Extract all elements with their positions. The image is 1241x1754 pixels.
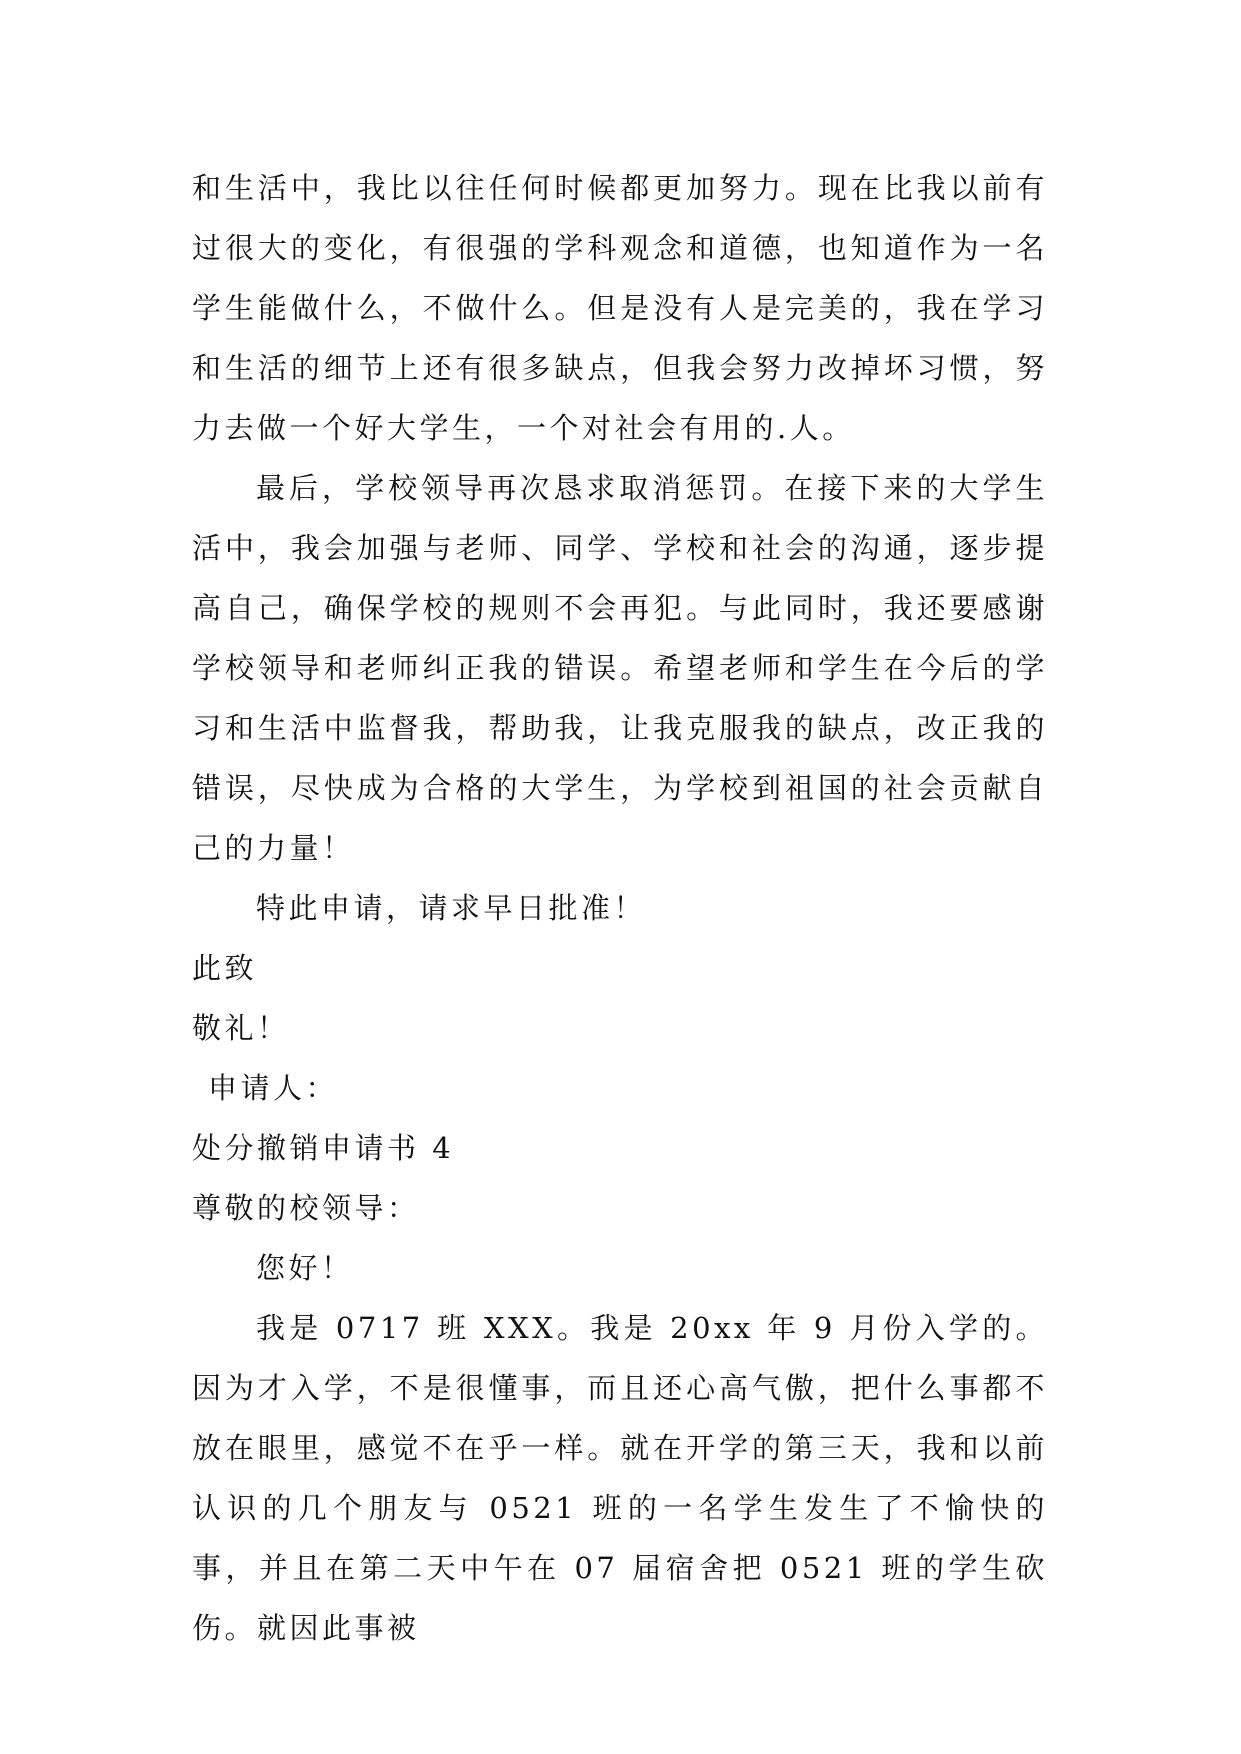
closing-salute: 敬礼！ xyxy=(192,1011,290,1045)
paragraph-improvement: 和生活中，我比以往任何时候都更加努力。现在比我以前有过很大的变化，有很强的学科观念和道德，也知道作为一名学生能做什么，不做什么。但是没有人是完美的，我在学习和生活的细节上还有很多缺点，但我会努力改掉坏习惯，努力去做一个好大学生，一个对社会有用的.人。 xyxy=(192,171,1048,445)
letter-salutation: 尊敬的校领导： xyxy=(192,1191,420,1225)
paragraph-incident-description: 我是 0717 班 XXX。我是 20xx 年 9 月份入学的。因为才入学，不是很懂事，而且还心高气傲，把什么事都不放在眼里，感觉不在乎一样。就在开学的第三天，我和以前认识的几个朋友与 0521 班的一名学生发生了不愉快的事，并且在第二天中午在 07 届宿舍把 0521 班的学生砍伤。就因此事被 xyxy=(192,1311,1048,1645)
applicant-label: 申请人： xyxy=(208,1071,339,1105)
letter-greeting: 您好！ xyxy=(256,1251,354,1285)
closing-salutation: 此致 xyxy=(192,951,258,985)
section-title: 处分撤销申请书 4 xyxy=(192,1131,455,1165)
document-body xyxy=(192,158,1048,1658)
paragraph-request-cancel-punishment: 最后，学校领导再次恳求取消惩罚。在接下来的大学生活中，我会加强与老师、同学、学校和社会的沟通，逐步提高自己，确保学校的规则不会再犯。与此同时，我还要感谢学校领导和老师纠正我的错误。希望老师和学生在今后的学习和生活中监督我，帮助我，让我克服我的缺点，改正我的错误，尽快成为合格的大学生，为学校到祖国的社会贡献自己的力量！ xyxy=(192,471,1048,865)
paragraph-request-approval: 特此申请，请求早日批准！ xyxy=(256,891,647,925)
